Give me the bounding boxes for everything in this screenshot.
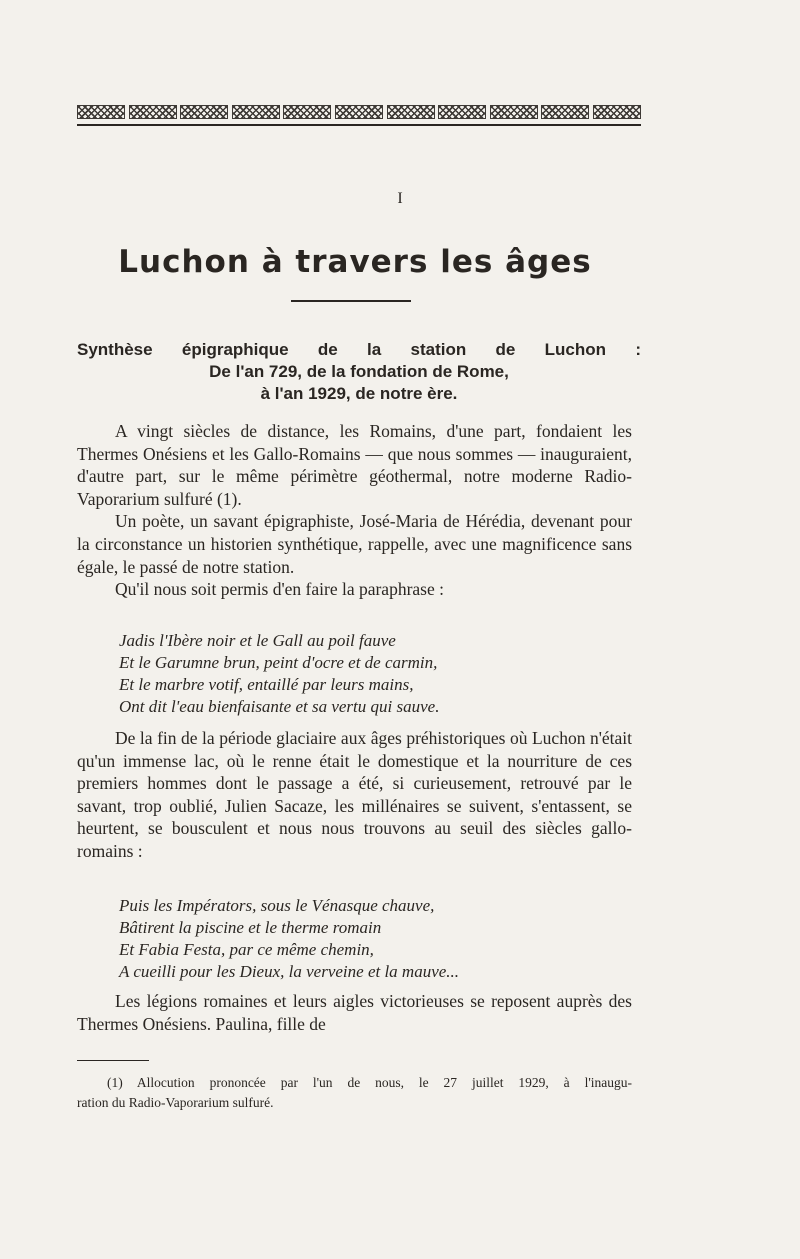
footnote-line-2: ration du Radio-Vaporarium sulfuré. — [77, 1095, 274, 1110]
title-divider — [291, 300, 411, 302]
body-text-block-2 — [77, 727, 632, 863]
ornament-motif — [129, 105, 177, 119]
verse-line: Et le marbre votif, entaillé par leurs mains, — [119, 675, 414, 694]
footnote-divider — [77, 1060, 149, 1061]
verse-line: A cueilli pour les Dieux, la verveine et la mauve... — [119, 962, 460, 981]
paragraph-3: Qu'il nous soit permis d'en faire la paraphrase : — [115, 579, 444, 600]
body-text-block-3 — [77, 990, 632, 1035]
body-text-block-1 — [77, 420, 632, 601]
paragraph-2: Un poète, un savant épigraphiste, José-Maria de Hérédia, devenant pour la circonstance un historien synthétique, rappelle, avec une magnificence sans égale, le passé de notre station. — [77, 511, 632, 577]
subtitle — [77, 339, 641, 405]
footnote-line-1: (1) Allocution prononcée par l'un de nous, le 27 juillet 1929, à l'inaugu- — [107, 1075, 632, 1090]
ornament-motif — [387, 105, 435, 119]
verse-line: Ont dit l'eau bienfaisante et sa vertu qui sauve. — [119, 697, 440, 716]
ornament-motif — [232, 105, 280, 119]
verse-line: Et le Garumne brun, peint d'ocre et de carmin, — [119, 653, 438, 672]
verse-line: Et Fabia Festa, par ce même chemin, — [119, 940, 374, 959]
chapter-number: I — [397, 190, 403, 207]
paragraph-4: De la fin de la période glaciaire aux âges préhistoriques où Luchon n'était qu'un immense lac, où le renne était le domestique et la nourriture de ces premiers hommes dont le passage a été, si curieusement, retrouvé par le savant, trop oublié, Julien Sacaze, les millénaires se suivent, s'entassent, se heurtent, se bousculent et nous nous trouvons au seuil des siècles gallo-romains : — [77, 728, 632, 861]
ornament-motif — [541, 105, 589, 119]
ornament-motif — [490, 105, 538, 119]
verse-line: Jadis l'Ibère noir et le Gall au poil fauve — [119, 631, 396, 650]
ornament-motif — [593, 105, 641, 119]
verse-line: Puis les Impérators, sous le Vénasque chauve, — [119, 896, 435, 915]
subtitle-line-3: à l'an 1929, de notre ère. — [260, 384, 458, 403]
subtitle-line-2: De l'an 729, de la fondation de Rome, — [209, 362, 509, 381]
verse-line: Bâtirent la piscine et le therme romain — [119, 918, 382, 937]
paragraph-5: Les légions romaines et leurs aigles victorieuses se reposent auprès des Thermes Onésiens. Paulina, fille de — [77, 991, 632, 1034]
ornament-motif — [77, 105, 125, 119]
subtitle-line-1: Synthèse épigraphique de la station de Luchon : — [77, 340, 641, 359]
footnote — [77, 1073, 632, 1113]
ornament-motif — [283, 105, 331, 119]
ornament-motif — [438, 105, 486, 119]
paragraph-1: A vingt siècles de distance, les Romains, d'une part, fondaient les Thermes Onésiens et les Gallo-Romains — que nous sommes — inauguraient, d'autre part, sur le même périmètre géothermal, notre moderne Radio-Vaporarium sulfuré (1). — [77, 421, 632, 509]
page-title: Luchon à travers les âges — [118, 244, 592, 280]
verse-stanza-1 — [119, 630, 639, 718]
ornament-motif — [180, 105, 228, 119]
ornamental-header-band — [77, 104, 641, 120]
ornament-motif — [335, 105, 383, 119]
verse-stanza-2 — [119, 895, 639, 983]
ornament-rule — [77, 124, 641, 126]
